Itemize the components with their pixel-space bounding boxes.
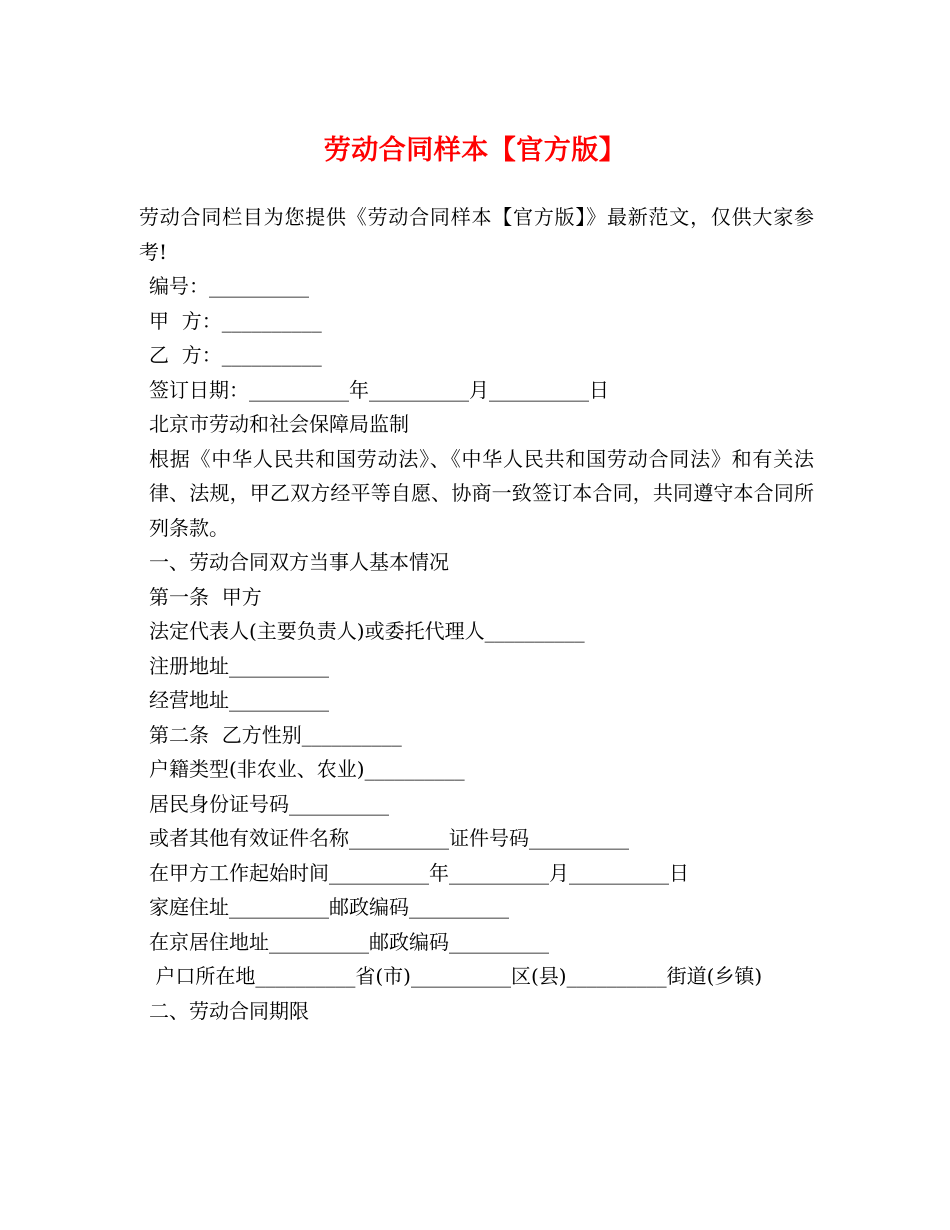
party-a-line: 甲 方：__________ xyxy=(149,308,322,333)
legal-representative-line: 法定代表人(主要负责人)或委托代理人__________ xyxy=(149,619,585,643)
beijing-address-line: 在京居住地址__________邮政编码__________ xyxy=(149,929,549,954)
article-1-heading: 第一条 甲方 xyxy=(149,584,262,609)
hukou-location-line: 户口所在地__________省(市)__________区(县)__________街道(乡镇) xyxy=(149,964,763,988)
business-address-line: 经营地址__________ xyxy=(149,688,329,712)
section-heading-2: 二、劳动合同期限 xyxy=(149,998,309,1023)
household-type-line: 户籍类型(非农业、农业)__________ xyxy=(149,757,465,781)
id-number-line: 居民身份证号码__________ xyxy=(149,791,389,816)
home-address-line: 家庭住址__________邮政编码__________ xyxy=(149,895,509,919)
intro-paragraph: 劳动合同栏目为您提供《劳动合同样本【官方版】》最新范文，仅供大家参考! xyxy=(139,205,814,264)
section-heading-1: 一、劳动合同双方当事人基本情况 xyxy=(149,550,449,574)
party-b-line: 乙 方：__________ xyxy=(149,343,322,367)
signing-date-line: 签订日期：__________年__________月__________日 xyxy=(149,377,609,402)
document-body xyxy=(139,200,814,1028)
supervisor-line: 北京市劳动和社会保障局监制 xyxy=(149,412,409,436)
legal-basis-paragraph: 根据《中华人民共和国劳动法》、《中华人民共和国劳动合同法》和有关法律、法规，甲乙双方经平等自愿、协商一致签订本合同，共同遵守本合同所列条款。 xyxy=(149,446,814,540)
other-id-line: 或者其他有效证件名称__________证件号码__________ xyxy=(149,826,629,850)
contract-number-line: 编号：__________ xyxy=(149,274,309,298)
document-title: 劳动合同样本【官方版】 xyxy=(323,135,627,166)
start-date-line: 在甲方工作起始时间__________年__________月__________日 xyxy=(149,860,689,885)
article-2-gender-line: 第二条 乙方性别__________ xyxy=(149,722,402,747)
registered-address-line: 注册地址__________ xyxy=(149,653,329,678)
